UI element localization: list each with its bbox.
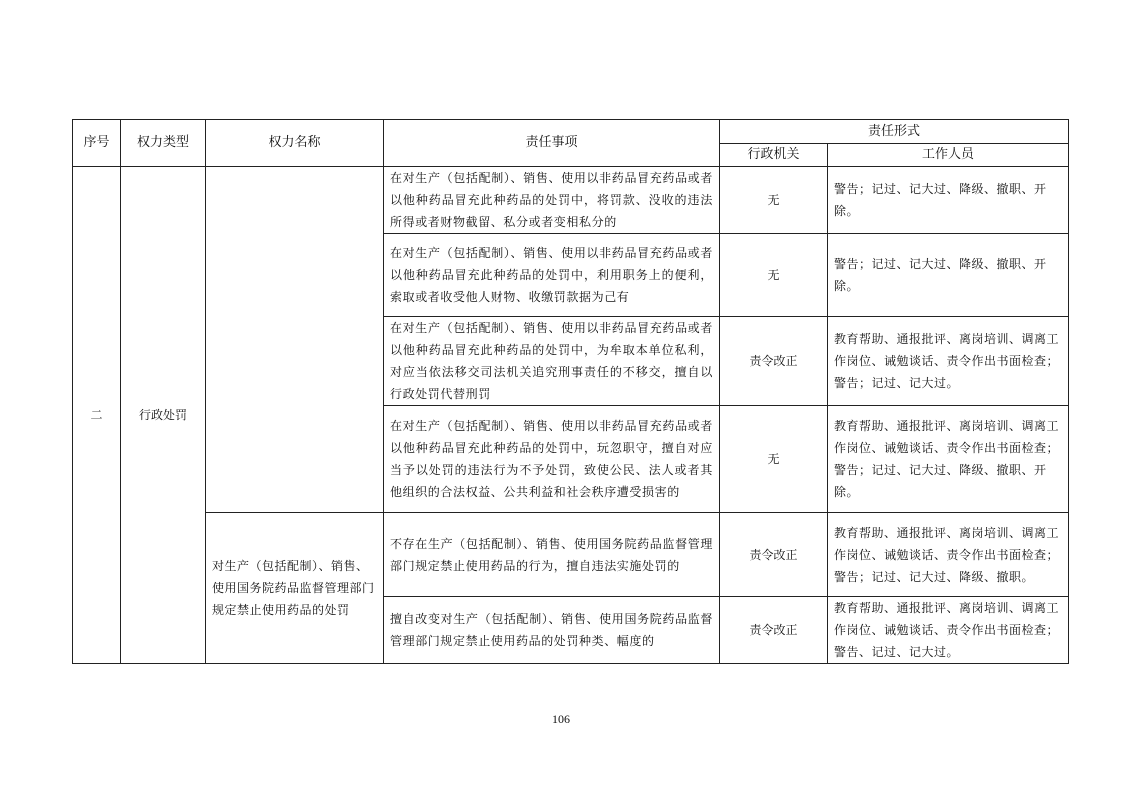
- responsibility-matter-cell: 在对生产（包括配制）、销售、使用以非药品冒充药品或者以他种药品冒充此种药品的处罚中，利用职务上的便利，索取或者收受他人财物、收缴罚款据为己有: [384, 234, 720, 317]
- responsibility-matter-cell: 在对生产（包括配制）、销售、使用以非药品冒充药品或者以他种药品冒充此种药品的处罚中，为牟取本单位私利，对应当依法移交司法机关追究刑事责任的不移交，擅自以行政处罚代替刑罚: [384, 317, 720, 406]
- seq-cell: 二: [73, 167, 121, 664]
- staff-cell: 教育帮助、通报批评、离岗培训、调离工作岗位、诫勉谈话、责令作出书面检查；警告；记过、记大过、降级、撤职、开除。: [828, 406, 1069, 513]
- power-name-cell-empty: [206, 167, 384, 513]
- admin-agency-cell: 无: [720, 167, 828, 234]
- staff-cell: 教育帮助、通报批评、离岗培训、调离工作岗位、诫勉谈话、责令作出书面检查；警告；记过、记大过、降级、撤职。: [828, 513, 1069, 597]
- header-responsibility-matter: 责任事项: [384, 120, 720, 167]
- responsibility-matter-cell: 擅自改变对生产（包括配制）、销售、使用国务院药品监督管理部门规定禁止使用药品的处罚种类、幅度的: [384, 597, 720, 664]
- power-type-cell: 行政处罚: [121, 167, 206, 664]
- responsibility-matter-cell: 不存在生产（包括配制）、销售、使用国务院药品监督管理部门规定禁止使用药品的行为，擅自违法实施处罚的: [384, 513, 720, 597]
- table-row: [73, 513, 1069, 597]
- staff-cell: 教育帮助、通报批评、离岗培训、调离工作岗位、诫勉谈话、责令作出书面检查；警告、记过、记大过。: [828, 597, 1069, 664]
- admin-agency-cell: 无: [720, 406, 828, 513]
- header-power-type: 权力类型: [121, 120, 206, 167]
- staff-cell: 警告；记过、记大过、降级、撤职、开除。: [828, 234, 1069, 317]
- header-responsibility-form: 责任形式: [720, 120, 1069, 144]
- admin-agency-cell: 责令改正: [720, 513, 828, 597]
- header-power-name: 权力名称: [206, 120, 384, 167]
- responsibility-matter-cell: 在对生产（包括配制）、销售、使用以非药品冒充药品或者以他种药品冒充此种药品的处罚中，玩忽职守，擅自对应当予以处罚的违法行为不予处罚，致使公民、法人或者其他组织的合法权益、公共利益和社会秩序遭受损害的: [384, 406, 720, 513]
- admin-agency-cell: 责令改正: [720, 317, 828, 406]
- staff-cell: 教育帮助、通报批评、离岗培训、调离工作岗位、诫勉谈话、责令作出书面检查；警告；记过、记大过。: [828, 317, 1069, 406]
- responsibility-table: [72, 119, 1069, 664]
- table-row: [73, 167, 1069, 234]
- power-name-cell: 对生产（包括配制）、销售、使用国务院药品监督管理部门规定禁止使用药品的处罚: [206, 513, 384, 664]
- header-admin-agency: 行政机关: [720, 144, 828, 167]
- header-staff: 工作人员: [828, 144, 1069, 167]
- staff-cell: 警告；记过、记大过、降级、撤职、开除。: [828, 167, 1069, 234]
- admin-agency-cell: 责令改正: [720, 597, 828, 664]
- admin-agency-cell: 无: [720, 234, 828, 317]
- page-number: 106: [552, 712, 570, 726]
- header-seq: 序号: [73, 120, 121, 167]
- responsibility-matter-cell: 在对生产（包括配制）、销售、使用以非药品冒充药品或者以他种药品冒充此种药品的处罚中，将罚款、没收的违法所得或者财物截留、私分或者变相私分的: [384, 167, 720, 234]
